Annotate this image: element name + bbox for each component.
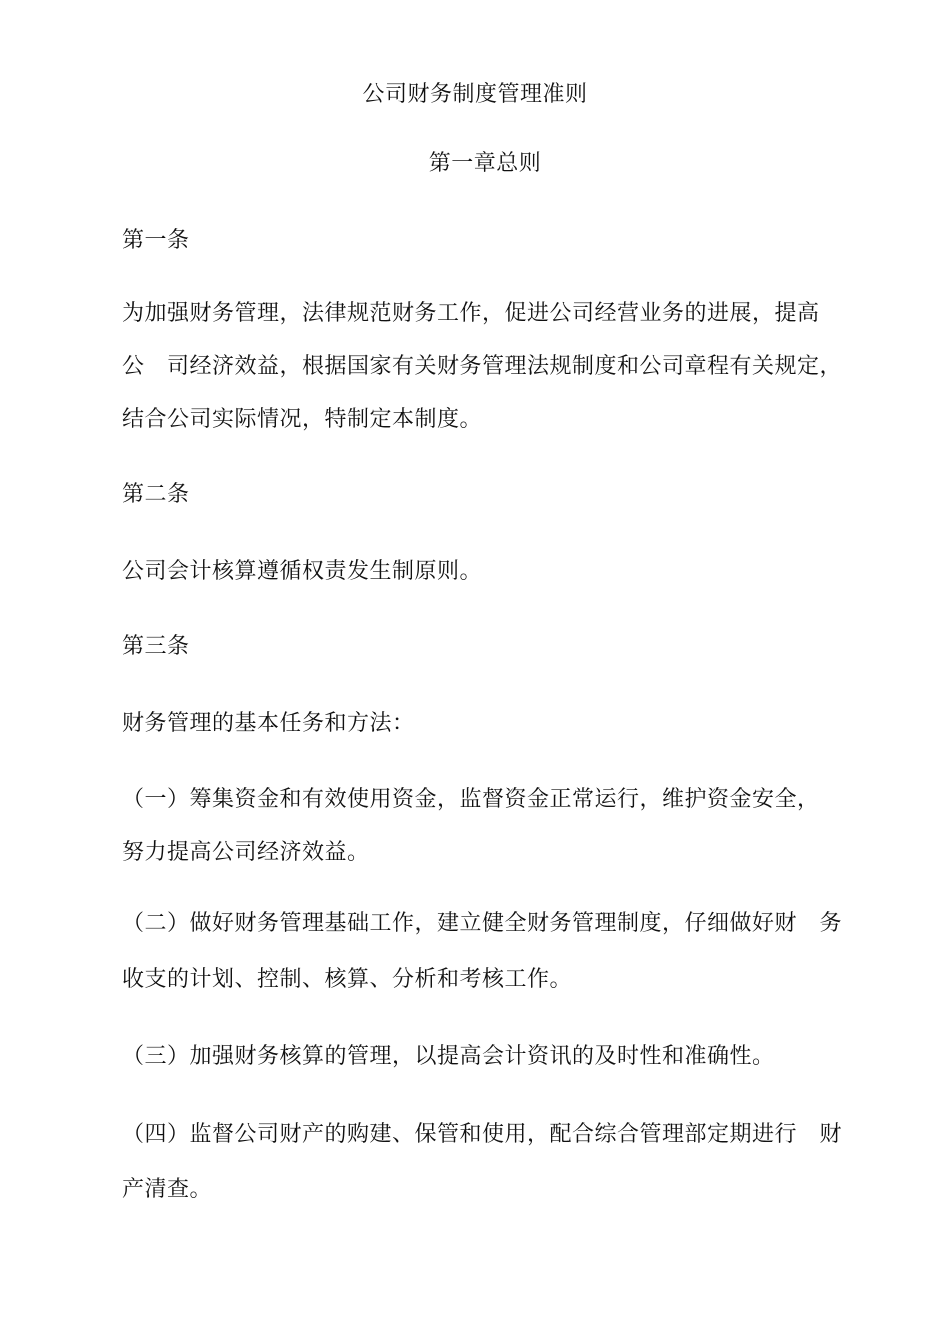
list-item-line: （一）筹集资金和有效使用资金，监督资金正常运行，维护资金安全， bbox=[122, 787, 820, 812]
list-item-line: （二）做好财务管理基础工作，建立健全财务管理制度，仔细做好财 务 bbox=[122, 911, 843, 936]
list-item-line: 努力提高公司经济效益。 bbox=[122, 840, 370, 865]
paragraph-line: 为加强财务管理，法律规范财务工作，促进公司经营业务的进展，提高 bbox=[122, 301, 820, 326]
list-item-line: 收支的计划、控制、核算、分析和考核工作。 bbox=[122, 967, 573, 992]
list-item-line: （三）加强财务核算的管理，以提高会计资讯的及时性和准确性。 bbox=[122, 1044, 775, 1069]
list-item-line: 产清查。 bbox=[122, 1177, 213, 1202]
paragraph-line: 公司会计核算遵循权责发生制原则。 bbox=[122, 559, 483, 584]
list-item-line: （四）监督公司财产的购建、保管和使用，配合综合管理部定期进行 财 bbox=[122, 1122, 843, 1147]
chapter-heading: 第一章总则 bbox=[428, 151, 542, 176]
paragraph-line: 公 司经济效益，根据国家有关财务管理法规制度和公司章程有关规定， bbox=[122, 354, 843, 379]
document-title: 公司财务制度管理准则 bbox=[362, 82, 588, 107]
article-heading-2: 第二条 bbox=[122, 482, 190, 507]
paragraph-line: 财务管理的基本任务和方法： bbox=[122, 711, 415, 736]
article-heading-1: 第一条 bbox=[122, 228, 190, 253]
article-heading-3: 第三条 bbox=[122, 634, 190, 659]
paragraph-line: 结合公司实际情况，特制定本制度。 bbox=[122, 407, 483, 432]
